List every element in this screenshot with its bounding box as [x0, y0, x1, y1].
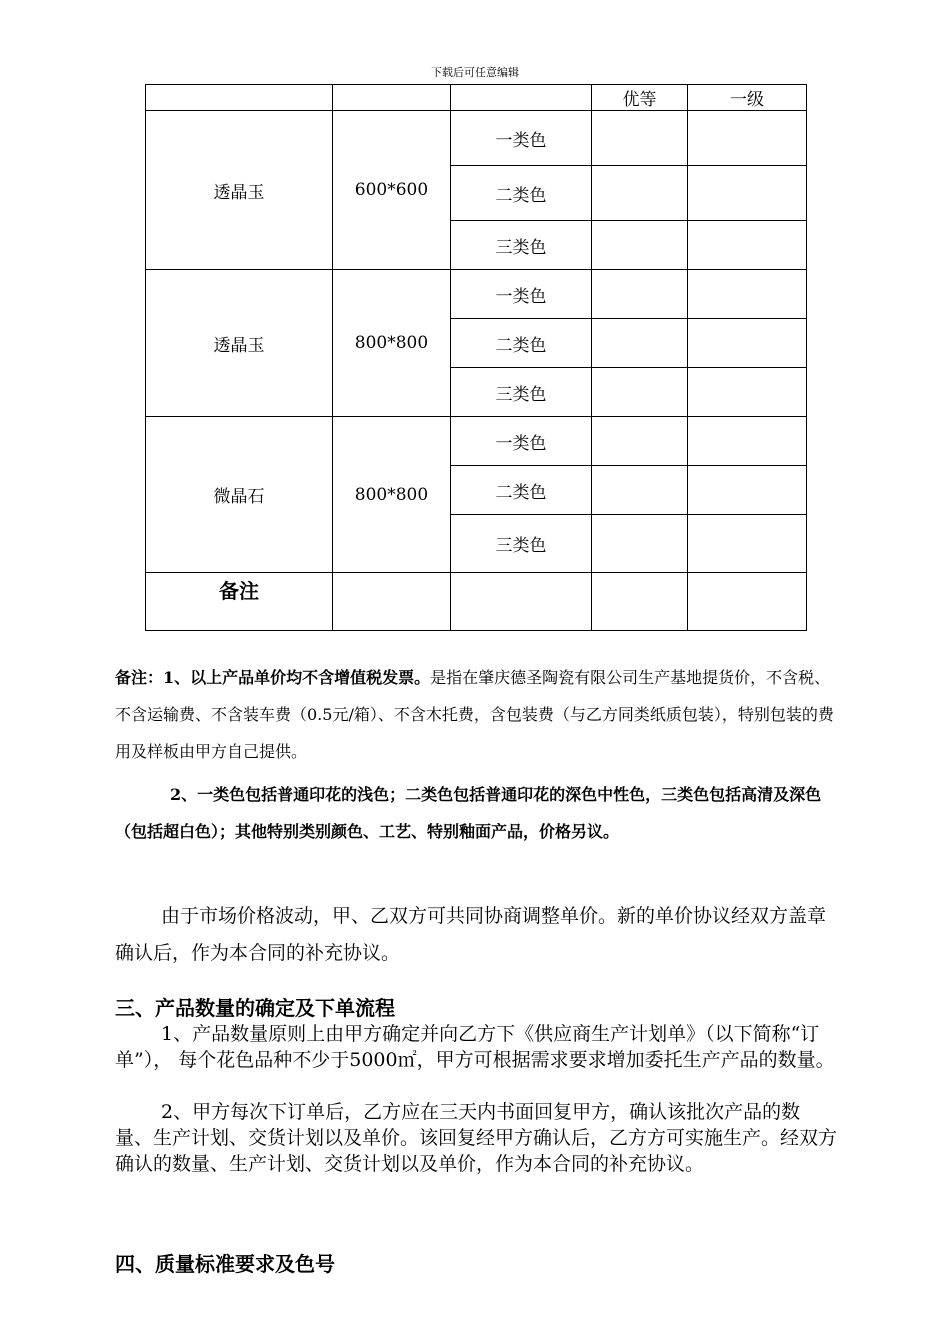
size-cell: 800*800	[333, 270, 451, 417]
section-4-title: 四、质量标准要求及色号	[115, 1252, 335, 1276]
color-class-cell: 一类色	[451, 270, 592, 319]
price-cell	[688, 515, 807, 573]
price-cell	[688, 111, 807, 166]
header-cell	[146, 85, 333, 111]
price-cell	[592, 270, 688, 319]
price-cell	[688, 417, 807, 466]
color-class-cell: 二类色	[451, 466, 592, 515]
price-cell	[592, 368, 688, 417]
size-cell: 600*600	[333, 111, 451, 270]
remark-label: 备注	[146, 573, 333, 631]
price-cell	[688, 466, 807, 515]
product-cell: 透晶玉	[146, 270, 333, 417]
price-cell	[592, 515, 688, 573]
header-cell-first-grade: 一级	[688, 85, 807, 111]
table-row	[146, 111, 807, 166]
price-cell	[688, 368, 807, 417]
remark-row	[146, 573, 807, 631]
product-cell: 微晶石	[146, 417, 333, 573]
remark-cell	[451, 573, 592, 631]
header-cell	[333, 85, 451, 111]
table-row	[146, 270, 807, 319]
remark-cell	[688, 573, 807, 631]
color-class-cell: 三类色	[451, 221, 592, 270]
note-1	[115, 659, 837, 770]
color-class-cell: 一类色	[451, 111, 592, 166]
remark-cell	[592, 573, 688, 631]
section-3-paragraph-2: 2、甲方每次下订单后，乙方应在三天内书面回复甲方，确认该批次产品的数量、生产计划、交货计划以及单价。该回复经甲方确认后，乙方方可实施生产。经双方确认的数量、生产计划、交货计划以及单价，作为本合同的补充协议。	[115, 1101, 838, 1175]
section-3-paragraph-1: 1、产品数量原则上由甲方确定并向乙方下《供应商生产计划单》（以下简称“订单”）， 每个花色品种不少于5000㎡，甲方可根据需求要求增加委托生产产品的数量。	[115, 1023, 835, 1071]
section-3-title: 三、产品数量的确定及下单流程	[115, 996, 395, 1020]
price-cell	[688, 221, 807, 270]
size-cell: 800*800	[333, 417, 451, 573]
price-cell	[688, 270, 807, 319]
color-class-cell: 三类色	[451, 515, 592, 573]
note-2: 2、一类色包括普通印花的浅色；二类色包括普通印花的深色中性色，三类色包括高清及深色（包括超白色）；其他特别类别颜色、工艺、特别釉面产品，价格另议。	[115, 785, 822, 841]
price-cell	[688, 319, 807, 368]
color-class-cell: 二类色	[451, 166, 592, 221]
price-cell	[592, 466, 688, 515]
table-header-row	[146, 85, 807, 111]
price-cell	[592, 319, 688, 368]
remark-cell	[333, 573, 451, 631]
color-class-cell: 三类色	[451, 368, 592, 417]
product-cell: 透晶玉	[146, 111, 333, 270]
color-class-cell: 二类色	[451, 319, 592, 368]
note-1-bold: 备注：1、以上产品单价均不含增值税发票。	[115, 668, 431, 687]
price-adjust-paragraph: 由于市场价格波动，甲、乙双方可共同协商调整单价。新的单价协议经双方盖章确认后，作为本合同的补充协议。	[115, 905, 827, 964]
note-1-normal: 是指在肇庆德圣陶瓷有限公司生产基地提货价，不含税、不含运输费、不含装车费（0.5元/箱）、不含木托费，含包装费（与乙方同类纸质包装），特别包装的费用及样板由甲方自己提供。	[115, 668, 834, 761]
price-cell	[592, 417, 688, 466]
price-cell	[592, 166, 688, 221]
price-cell	[592, 111, 688, 166]
table-row	[146, 417, 807, 466]
price-cell	[592, 221, 688, 270]
header-note: 下载后可任意编辑	[431, 66, 519, 79]
header-cell	[451, 85, 592, 111]
price-cell	[688, 166, 807, 221]
price-table	[145, 84, 807, 631]
header-cell-premium: 优等	[592, 85, 688, 111]
color-class-cell: 一类色	[451, 417, 592, 466]
